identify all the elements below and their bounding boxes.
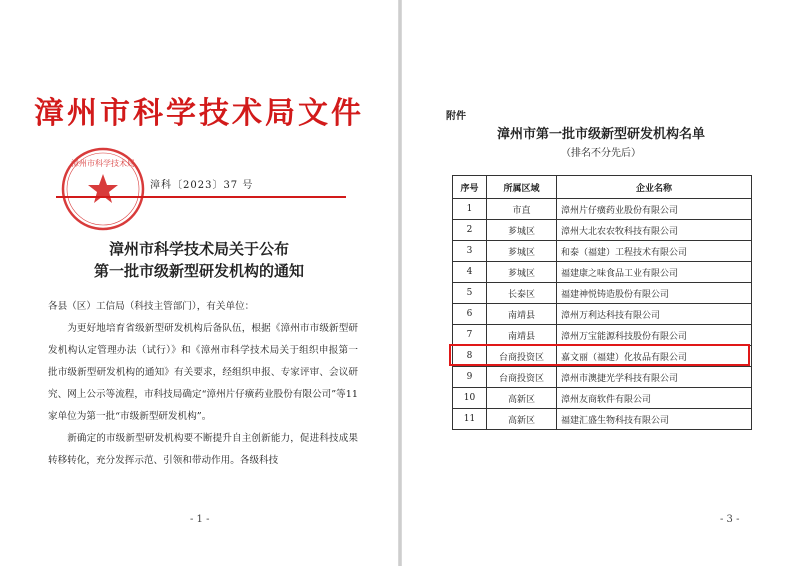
row-index: 8 — [453, 346, 487, 367]
header-divider — [56, 196, 346, 198]
attachment-label: 附件 — [446, 111, 466, 122]
row-region: 台商投资区 — [487, 367, 557, 388]
table-row — [453, 367, 752, 388]
row-region: 芗城区 — [487, 241, 557, 262]
table-row — [453, 388, 752, 409]
row-region: 高新区 — [487, 388, 557, 409]
table-row — [453, 304, 752, 325]
row-index: 1 — [453, 199, 487, 220]
column-header-index: 序号 — [453, 176, 487, 199]
table-row — [453, 199, 752, 220]
row-index: 4 — [453, 262, 487, 283]
page-number: - 1 - — [190, 514, 210, 525]
left-page — [0, 0, 398, 566]
row-company: 和泰（福建）工程技术有限公司 — [557, 241, 752, 262]
list-title: 漳州市第一批市级新型研发机构名单 — [496, 127, 705, 142]
table-row — [453, 241, 752, 262]
organization-table — [452, 175, 752, 430]
salutation: 各县（区）工信局（科技主管部门），有关单位： — [48, 301, 255, 312]
row-region: 高新区 — [487, 409, 557, 430]
column-header-region: 所属区域 — [487, 176, 557, 199]
body-paragraph-1: 为更好地培育省级新型研发机构后备队伍，根据《漳州市市级新型研发机构认定管理办法（试行）》和《漳州市科学技术局关于组织申报第一批市级新型研发机构的通知》有关要求，经组织申报、专家评审、会议研究、网上公示等流程，市科技局确定“漳州片仔癀药业股份有限公司”等11家单位为第一批“市级新型研发机构”。 — [48, 323, 358, 422]
row-region: 南靖县 — [487, 325, 557, 346]
notice-body — [48, 296, 358, 472]
table-row — [453, 409, 752, 430]
page-number: - 3 - — [720, 514, 740, 525]
row-index: 11 — [453, 409, 487, 430]
body-paragraph-2: 新确定的市级新型研发机构要不断提升自主创新能力，促进科技成果转移转化，充分发挥示范、引领和带动作用。各级科技 — [48, 433, 358, 466]
row-index: 2 — [453, 220, 487, 241]
row-company: 漳州友商软件有限公司 — [557, 388, 752, 409]
row-company: 漳州市澳捷光学科技有限公司 — [557, 367, 752, 388]
table-header-row — [453, 176, 752, 199]
row-index: 9 — [453, 367, 487, 388]
row-company: 漳州万利达科技有限公司 — [557, 304, 752, 325]
notice-title-line-1: 漳州市科学技术局关于公布 — [108, 240, 289, 258]
table-row — [453, 325, 752, 346]
row-company: 漳州片仔癀药业股份有限公司 — [557, 199, 752, 220]
notice-title — [0, 238, 398, 282]
document-number: 漳科〔2023〕37 号 — [150, 180, 254, 191]
row-company: 福建康之味食品工业有限公司 — [557, 262, 752, 283]
row-region: 台商投资区 — [487, 346, 557, 367]
row-index: 6 — [453, 304, 487, 325]
right-page — [402, 0, 800, 566]
row-index: 7 — [453, 325, 487, 346]
row-company: 福建神悦铸造股份有限公司 — [557, 283, 752, 304]
row-index: 5 — [453, 283, 487, 304]
highlighted-row-outline — [449, 344, 750, 366]
notice-title-line-2: 第一批市级新型研发机构的通知 — [93, 262, 304, 280]
document-header: 漳州市科学技术局文件 — [34, 96, 364, 131]
row-region: 市直 — [487, 199, 557, 220]
svg-text:漳州市科学技术局: 漳州市科学技术局 — [71, 159, 135, 168]
table-row — [453, 262, 752, 283]
row-region: 芗城区 — [487, 262, 557, 283]
table-row — [453, 220, 752, 241]
row-region: 长泰区 — [487, 283, 557, 304]
table-row — [453, 283, 752, 304]
row-index: 3 — [453, 241, 487, 262]
row-company: 福建汇盛生物科技有限公司 — [557, 409, 752, 430]
official-seal-icon — [60, 146, 146, 232]
list-subtitle: （排名不分先后） — [561, 148, 641, 159]
row-company: 嘉文丽（福建）化妆品有限公司 — [557, 346, 752, 367]
row-index: 10 — [453, 388, 487, 409]
row-region: 南靖县 — [487, 304, 557, 325]
row-company: 漳州大北农农牧科技有限公司 — [557, 220, 752, 241]
row-region: 芗城区 — [487, 220, 557, 241]
column-header-company: 企业名称 — [557, 176, 752, 199]
row-company: 漳州万宝能源科技股份有限公司 — [557, 325, 752, 346]
